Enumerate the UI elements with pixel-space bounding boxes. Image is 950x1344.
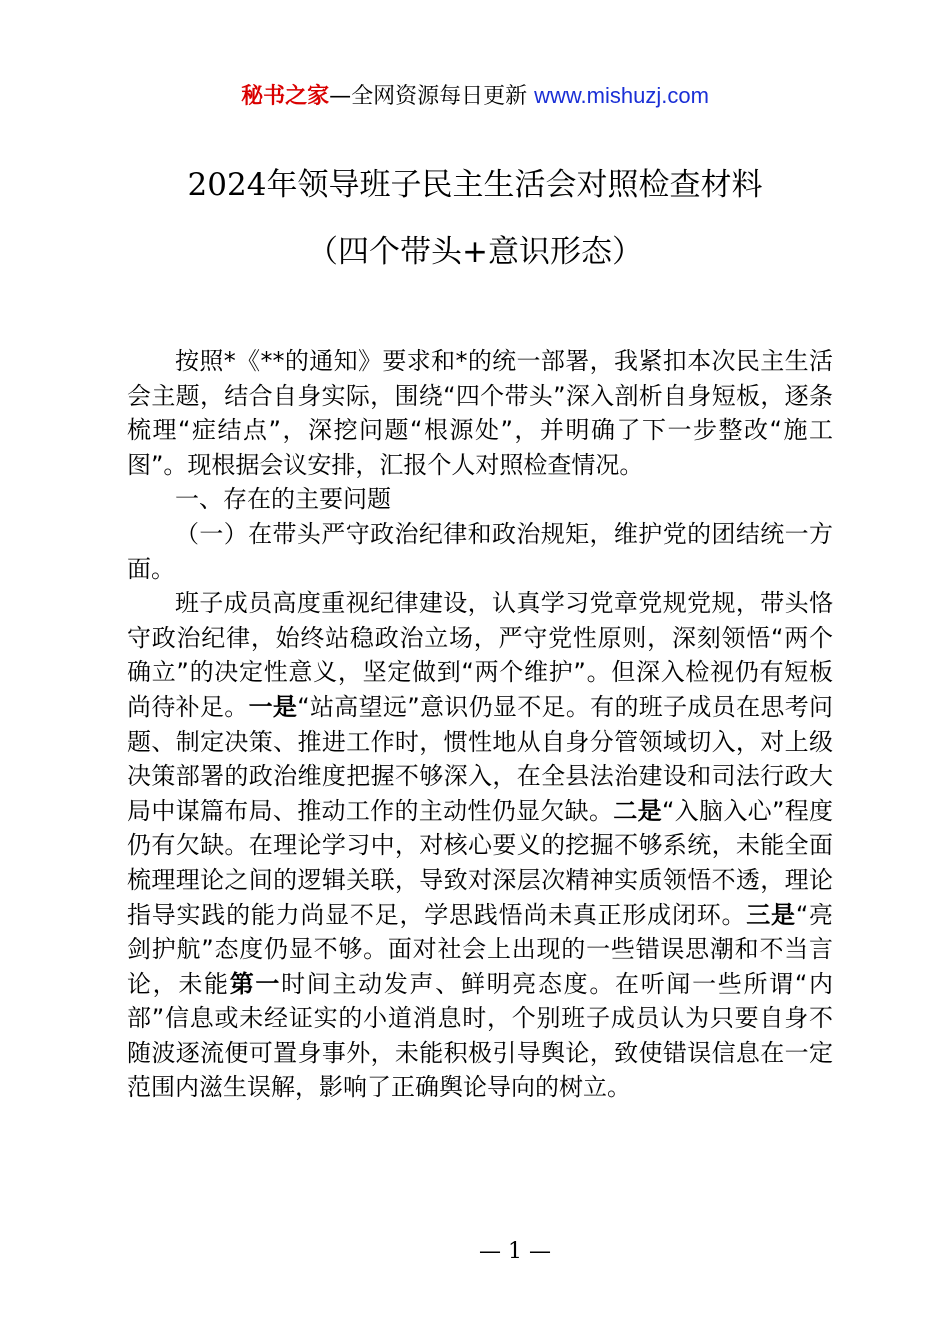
bold-marker: 一是 — [248, 692, 298, 721]
site-watermark-header — [0, 80, 950, 113]
section-heading: 一、存在的主要问题 — [175, 485, 391, 514]
site-slogan: —全网资源每日更新 — [329, 84, 528, 109]
body-paragraph — [127, 586, 833, 1105]
site-url: www.mishuzj.com — [534, 83, 709, 108]
paragraph-text: 时间主动发声、鲜明亮态度。在听闻一些所谓“内部”信息或未经证实的小道消息时，个别班子成员认为只要自身不随波逐流便可置身事外，未能积极引导舆论，致使错误信息在一定范围内滋生误解，影响了正确舆论导向的树立。 — [127, 969, 833, 1102]
paragraph-text: “亮剑护航”态度仍显不够。面对社会上出现的一些错误思潮和不当言论，未能 — [127, 900, 834, 998]
paragraph-text: “站高望远”意识仍显不足。有的班子成员在思考问题、制定决策、推进工作时，惯性地从自身分管领域切入，对上级决策部署的政治维度把握不够深入，在全县法治建设和司法行政大局中谋篇布局、推动工作的主动性仍显欠缺。 — [127, 692, 834, 825]
bold-marker: 第一 — [229, 969, 282, 998]
subsection-heading: （一）在带头严守政治纪律和政治规矩，维护党的团结统一方面。 — [127, 519, 833, 583]
document-subtitle: （四个带头+意识形态） — [307, 234, 643, 270]
paragraph-text: 班子成员高度重视纪律建设，认真学习党章党规党规，带头恪守政治纪律，始终站稳政治立场，严守党性原则，深刻领悟“两个确立”的决定性意义，坚定做到“两个维护”。但深入检视仍有短板尚待补足。 — [127, 589, 833, 721]
paragraph-text: “入脑入心”程度仍有欠缺。在理论学习中，对核心要义的挖掘不够系统，未能全面梳理理论之间的逻辑关联，导致对深层次精神实质领悟不透，理论指导实践的能力尚显不足，学思践悟尚未真正形成闭环。 — [127, 796, 834, 929]
document-title: 2024年领导班子民主生活会对照检查材料 — [187, 167, 763, 203]
bold-marker: 二是 — [613, 796, 662, 825]
page-number: — 1 — — [479, 1239, 551, 1264]
bold-marker: 三是 — [746, 900, 796, 929]
intro-paragraph: 按照*《**的通知》要求和*的统一部署，我紧扣本次民主生活会主题，结合自身实际，围绕“四个带头”深入剖析自身短板，逐条梳理“症结点”，深挖问题“根源处”，并明确了下一步整改“施工图”。现根据会议安排，汇报个人对照检查情况。 — [127, 347, 833, 479]
document-body — [127, 344, 833, 1105]
site-brand: 秘书之家 — [241, 84, 330, 109]
